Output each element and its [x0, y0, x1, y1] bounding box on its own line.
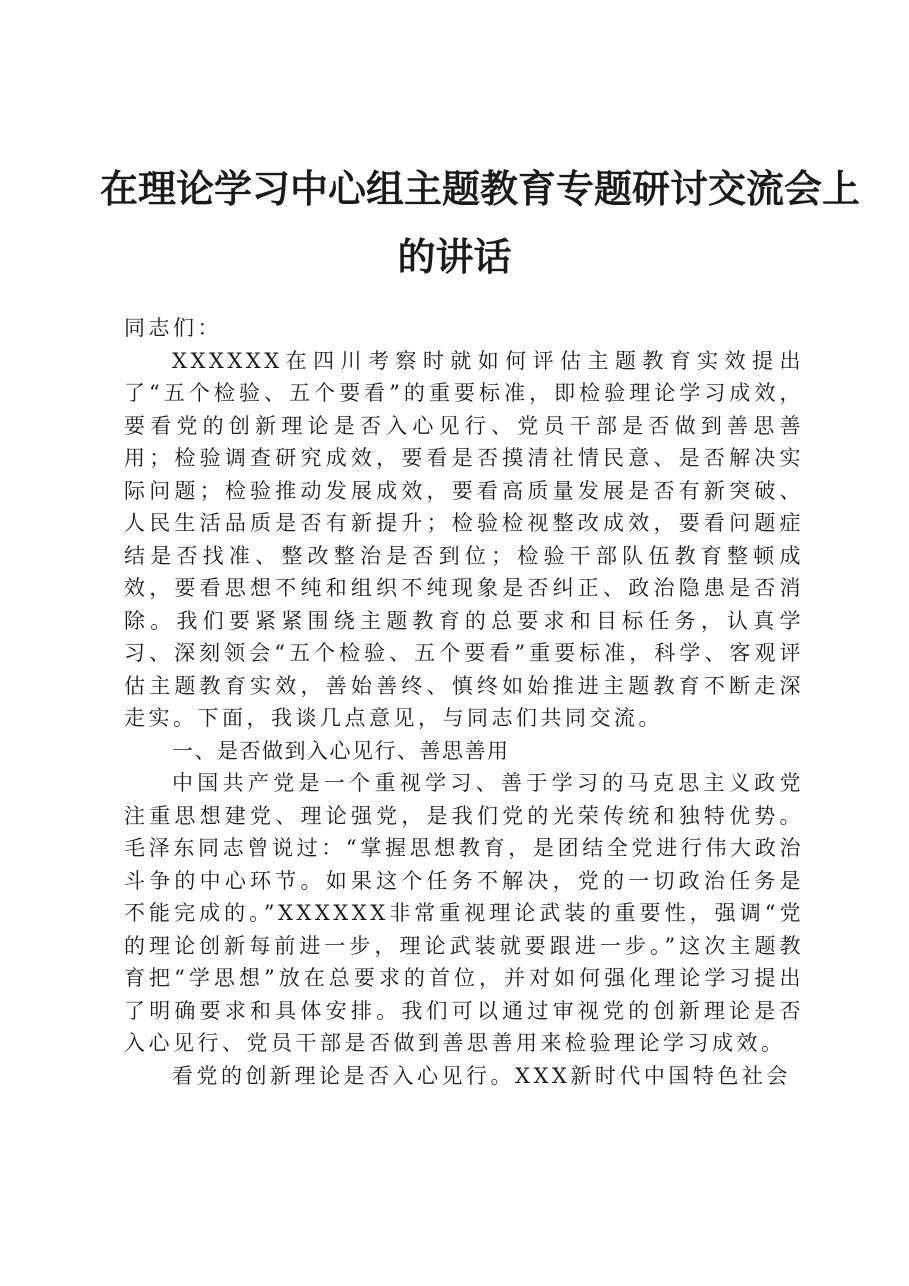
paragraph-intro: XXXXXX在四川考察时就如何评估主题教育实效提出了“五个检验、五个要看”的重要标准，即检验理论学习成效，要看党的创新理论是否入心见行、党员干部是否做到善思善用；检验调查研究成效，要看是否摸清社情民意、是否解决实际问题；检验推动发展成效，要看高质量发展是否有新突破、人民生活品质是否有新提升；检验检视整改成效，要看问题症结是否找准、整改整治是否到位；检验干部队伍教育整顿成效，要看思想不纯和组织不纯现象是否纠正、政治隐患是否消除。我们要紧紧围绕主题教育的总要求和目标任务，认真学习、深刻领会“五个检验、五个要看”重要标准，科学、客观评估主题教育实效，善始善终、慎终如始推进主题教育不断走深走实。下面，我谈几点意见，与同志们共同交流。: [124, 348, 804, 730]
paragraph-section-1: 中国共产党是一个重视学习、善于学习的马克思主义政党注重思想建党、理论强党，是我们党的光荣传统和独特优势。毛泽东同志曾说过：“掌握思想教育，是团结全党进行伟大政治斗争的中心环节。如果这个任务不解决，党的一切政治任务是不能完成的。”XXXXXX非常重视理论武装的重要性，强调“党的理论创新每前进一步，理论武装就要跟进一步。”这次主题教育把“学思想”放在总要求的首位，并对如何强化理论学习提出了明确要求和具体安排。我们可以通过审视党的创新理论是否入心见行、党员干部是否做到善思善用来检验理论学习成效。: [124, 771, 804, 1055]
document-title-line-2: 的讲话: [397, 234, 512, 279]
document-title-line-1: 在理论学习中心组主题教育专题研讨交流会上: [100, 166, 861, 211]
section-heading-1: 一、是否做到入心见行、善思善用: [172, 738, 510, 763]
salutation: 同志们：: [124, 316, 222, 340]
paragraph-subpoint-1: 看党的创新理论是否入心见行。XXX新时代中国特色社会: [172, 1063, 791, 1088]
document-body: [124, 312, 804, 1092]
